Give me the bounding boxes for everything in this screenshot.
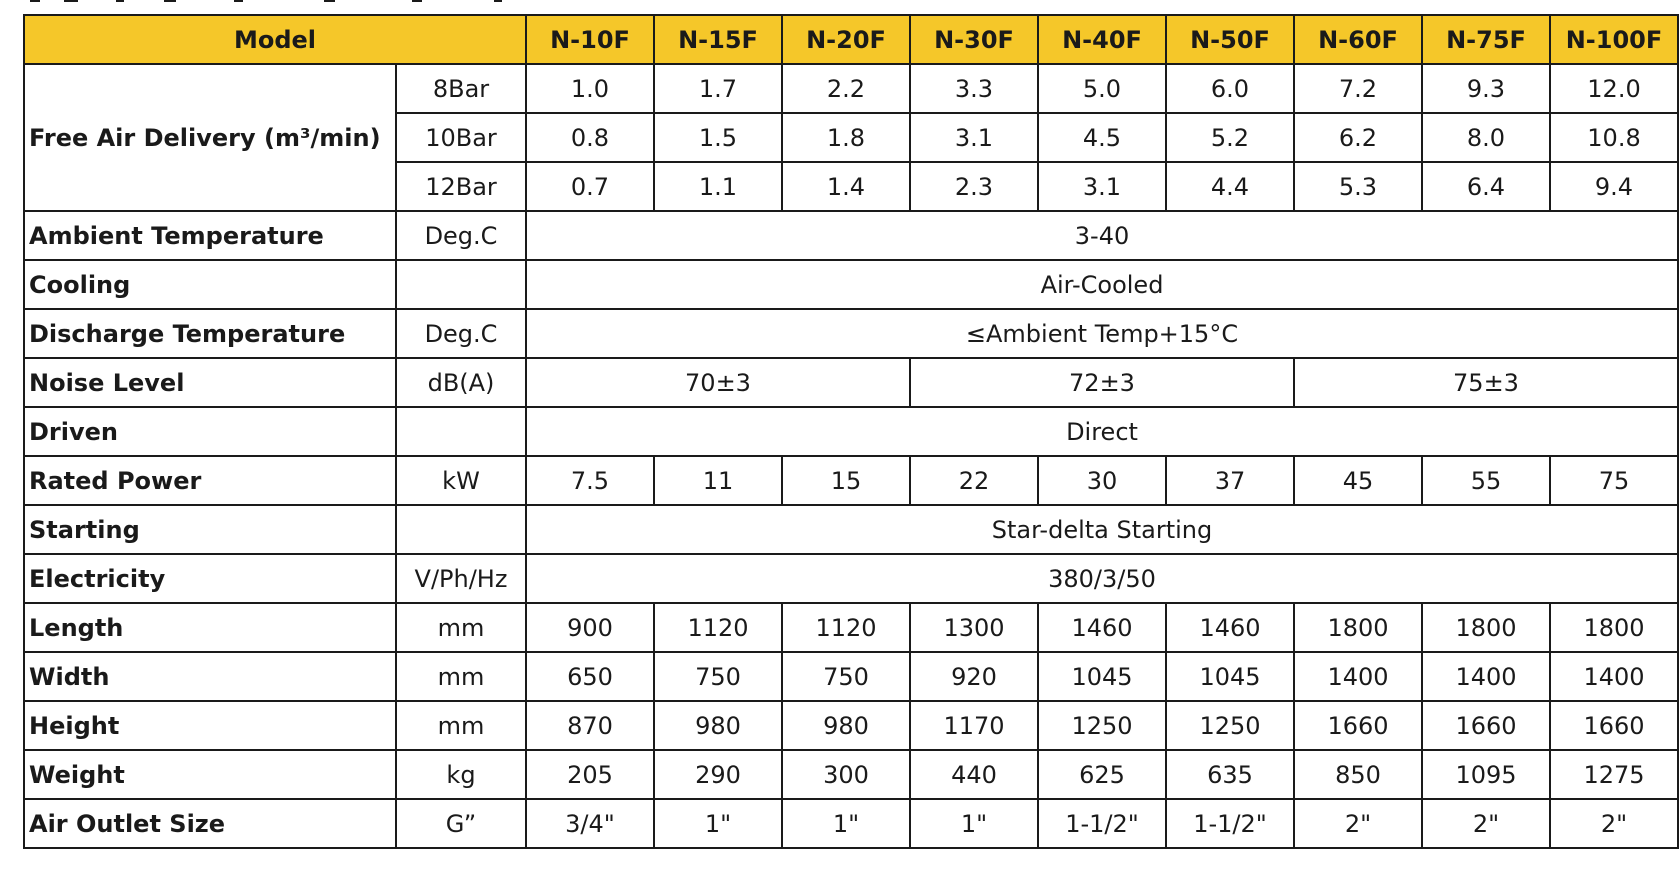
value-cell: 440 (910, 750, 1038, 799)
table-row (24, 358, 1678, 407)
value-cell: 1800 (1294, 603, 1422, 652)
value-cell: 12.0 (1550, 64, 1678, 113)
value-cell: 750 (782, 652, 910, 701)
value-cell: 920 (910, 652, 1038, 701)
param-label-electricity: Electricity (24, 554, 396, 603)
value-cell: 290 (654, 750, 782, 799)
model-header-cell: N-60F (1294, 15, 1422, 64)
param-label-ambient-temperature: Ambient Temperature (24, 211, 396, 260)
value-cell: 900 (526, 603, 654, 652)
param-label-air-outlet-size: Air Outlet Size (24, 799, 396, 848)
value-cell: 625 (1038, 750, 1166, 799)
value-cell: 1120 (782, 603, 910, 652)
table-row (24, 652, 1678, 701)
value-cell: 380/3/50 (526, 554, 1678, 603)
value-cell: 870 (526, 701, 654, 750)
value-cell: 3.1 (910, 113, 1038, 162)
value-cell: 300 (782, 750, 910, 799)
table-row (24, 407, 1678, 456)
table-row (24, 260, 1678, 309)
value-cell: 850 (1294, 750, 1422, 799)
value-cell: 75±3 (1294, 358, 1678, 407)
value-cell: 1095 (1422, 750, 1550, 799)
value-cell: 750 (654, 652, 782, 701)
table-row (24, 799, 1678, 848)
value-cell: 205 (526, 750, 654, 799)
unit-cell: V/Ph/Hz (396, 554, 526, 603)
specification-table (23, 14, 1679, 849)
cropped-heading-fragment (24, 0, 624, 6)
value-cell: 2" (1294, 799, 1422, 848)
param-label-length: Length (24, 603, 396, 652)
model-header-cell: N-75F (1422, 15, 1550, 64)
unit-cell: dB(A) (396, 358, 526, 407)
unit-cell: mm (396, 701, 526, 750)
value-cell: 9.3 (1422, 64, 1550, 113)
value-cell: 10.8 (1550, 113, 1678, 162)
param-label-height: Height (24, 701, 396, 750)
table-row (24, 750, 1678, 799)
value-cell: 37 (1166, 456, 1294, 505)
value-cell: 1660 (1550, 701, 1678, 750)
value-cell: Direct (526, 407, 1678, 456)
value-cell: 1460 (1166, 603, 1294, 652)
value-cell: 6.0 (1166, 64, 1294, 113)
table-row (24, 701, 1678, 750)
value-cell: 1460 (1038, 603, 1166, 652)
model-header-cell: N-20F (782, 15, 910, 64)
value-cell: 7.5 (526, 456, 654, 505)
unit-cell: 8Bar (396, 64, 526, 113)
table-row (24, 309, 1678, 358)
value-cell: 3.3 (910, 64, 1038, 113)
value-cell: 650 (526, 652, 654, 701)
value-cell: 5.3 (1294, 162, 1422, 211)
param-label-free-air-delivery: Free Air Delivery (m³/min) (24, 64, 396, 211)
value-cell: 1400 (1422, 652, 1550, 701)
value-cell: 2.3 (910, 162, 1038, 211)
param-label-discharge-temperature: Discharge Temperature (24, 309, 396, 358)
value-cell: 6.4 (1422, 162, 1550, 211)
value-cell: Air-Cooled (526, 260, 1678, 309)
value-cell: 55 (1422, 456, 1550, 505)
model-header-cell: N-15F (654, 15, 782, 64)
param-label-cooling: Cooling (24, 260, 396, 309)
unit-cell: mm (396, 652, 526, 701)
value-cell: 1.1 (654, 162, 782, 211)
unit-cell: Deg.C (396, 211, 526, 260)
value-cell: 1170 (910, 701, 1038, 750)
value-cell: 5.0 (1038, 64, 1166, 113)
unit-cell (396, 505, 526, 554)
model-header-row (24, 15, 1678, 64)
table-row (24, 505, 1678, 554)
value-cell: 1.5 (654, 113, 782, 162)
value-cell: 6.2 (1294, 113, 1422, 162)
value-cell: 635 (1166, 750, 1294, 799)
value-cell: Star-delta Starting (526, 505, 1678, 554)
value-cell: 1800 (1422, 603, 1550, 652)
unit-cell (396, 260, 526, 309)
value-cell: 1250 (1166, 701, 1294, 750)
value-cell: 1045 (1166, 652, 1294, 701)
param-label-width: Width (24, 652, 396, 701)
value-cell: 1660 (1294, 701, 1422, 750)
value-cell: 1.0 (526, 64, 654, 113)
value-cell: 1800 (1550, 603, 1678, 652)
value-cell: 72±3 (910, 358, 1294, 407)
value-cell: 30 (1038, 456, 1166, 505)
value-cell: 0.8 (526, 113, 654, 162)
param-label-driven: Driven (24, 407, 396, 456)
model-header-label: Model (24, 15, 526, 64)
value-cell: 3/4" (526, 799, 654, 848)
table-row (24, 554, 1678, 603)
value-cell: 1300 (910, 603, 1038, 652)
value-cell: 1.7 (654, 64, 782, 113)
value-cell: 980 (782, 701, 910, 750)
value-cell: 1.8 (782, 113, 910, 162)
param-label-noise-level: Noise Level (24, 358, 396, 407)
table-row (24, 603, 1678, 652)
value-cell: ≤Ambient Temp+15°C (526, 309, 1678, 358)
value-cell: 1275 (1550, 750, 1678, 799)
unit-cell: mm (396, 603, 526, 652)
value-cell: 1" (654, 799, 782, 848)
unit-cell (396, 407, 526, 456)
model-header-cell: N-40F (1038, 15, 1166, 64)
table-row (24, 64, 1678, 113)
value-cell: 1400 (1550, 652, 1678, 701)
model-header-cell: N-10F (526, 15, 654, 64)
model-header-cell: N-100F (1550, 15, 1678, 64)
unit-cell: G” (396, 799, 526, 848)
value-cell: 1-1/2" (1038, 799, 1166, 848)
value-cell: 7.2 (1294, 64, 1422, 113)
value-cell: 11 (654, 456, 782, 505)
unit-cell: 12Bar (396, 162, 526, 211)
value-cell: 9.4 (1550, 162, 1678, 211)
value-cell: 1" (782, 799, 910, 848)
value-cell: 4.5 (1038, 113, 1166, 162)
value-cell: 1660 (1422, 701, 1550, 750)
model-header-cell: N-30F (910, 15, 1038, 64)
value-cell: 2" (1550, 799, 1678, 848)
value-cell: 75 (1550, 456, 1678, 505)
param-label-starting: Starting (24, 505, 396, 554)
value-cell: 1120 (654, 603, 782, 652)
value-cell: 70±3 (526, 358, 910, 407)
value-cell: 3-40 (526, 211, 1678, 260)
value-cell: 1-1/2" (1166, 799, 1294, 848)
table-row (24, 211, 1678, 260)
value-cell: 1.4 (782, 162, 910, 211)
value-cell: 2" (1422, 799, 1550, 848)
unit-cell: kW (396, 456, 526, 505)
value-cell: 1045 (1038, 652, 1166, 701)
value-cell: 3.1 (1038, 162, 1166, 211)
value-cell: 980 (654, 701, 782, 750)
value-cell: 4.4 (1166, 162, 1294, 211)
value-cell: 22 (910, 456, 1038, 505)
param-label-rated-power: Rated Power (24, 456, 396, 505)
unit-cell: Deg.C (396, 309, 526, 358)
value-cell: 1250 (1038, 701, 1166, 750)
table-row (24, 456, 1678, 505)
value-cell: 0.7 (526, 162, 654, 211)
value-cell: 8.0 (1422, 113, 1550, 162)
model-header-cell: N-50F (1166, 15, 1294, 64)
value-cell: 45 (1294, 456, 1422, 505)
param-label-weight: Weight (24, 750, 396, 799)
unit-cell: 10Bar (396, 113, 526, 162)
value-cell: 1400 (1294, 652, 1422, 701)
value-cell: 5.2 (1166, 113, 1294, 162)
value-cell: 2.2 (782, 64, 910, 113)
value-cell: 15 (782, 456, 910, 505)
unit-cell: kg (396, 750, 526, 799)
value-cell: 1" (910, 799, 1038, 848)
